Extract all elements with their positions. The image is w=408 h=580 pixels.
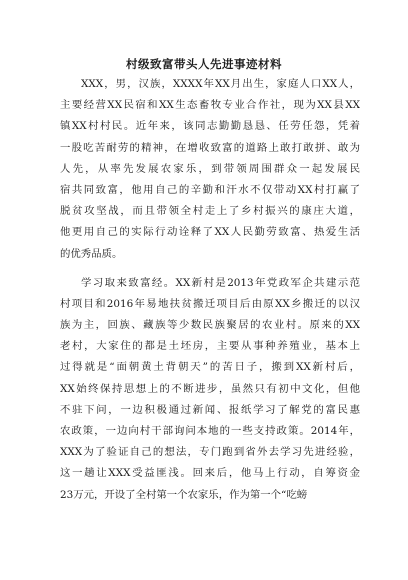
paragraph-2-line: 村项目和2016年易地扶贫搬迁项目后由原XX乡搬迁的以汉 xyxy=(60,297,360,310)
paragraph-2-line: 族为主，回族、藏族等少数民族聚居的农业村。原来的XX xyxy=(60,319,360,332)
paragraph-1-line: XXX，男，汉族，XXXX年XX月出生，家庭人口XX人， xyxy=(81,78,360,90)
paragraph-1-line: 脱贫攻坚战，而且带领全村走上了乡村振兴的康庄大道， xyxy=(60,205,360,218)
paragraph-2-line: 这一趟让XXX受益匪浅。回来后，他马上行动，自筹资金 xyxy=(60,467,360,480)
paragraph-2-line: XX始终保持思想上的不断进步，虽然只有初中文化，但他 xyxy=(60,382,360,395)
paragraph-1-line: 主要经营XX民宿和XX生态畜牧专业合作社，现为XX县XX xyxy=(60,99,360,112)
paragraph-gap xyxy=(60,265,360,273)
paragraph-2-line: 23万元，开设了全村第一个农家乐，作为第一个“吃螃 xyxy=(60,488,308,501)
paragraph-1-line: 宿共同致富，他用自己的辛勤和汗水不仅带动XX村打赢了 xyxy=(60,183,360,196)
paragraph-2 xyxy=(60,273,360,506)
paragraph-1-line: 一股吃苦耐劳的精神，在增收致富的道路上敢打敢拼、敢为 xyxy=(60,141,360,154)
paragraph-2-line: 农政策，一边向村干部询问本地的一些支持政策。2014年， xyxy=(60,425,360,437)
document-body xyxy=(60,74,360,506)
paragraph-2-line: 过得就是“面朝黄土背朝天”的苦日子，搬到XX新村后， xyxy=(60,361,360,374)
paragraph-2-line: 老村，大家住的都是土坯房，主要从事种养殖业，基本上 xyxy=(60,340,360,353)
paragraph-1-line: 人先，从率先发展农家乐，到带领周围群众一起发展民 xyxy=(60,162,360,175)
paragraph-2-line: XXX为了验证自己的想法，专门跑到省外去学习先进经验， xyxy=(60,446,360,459)
paragraph-1-line: 他更用自己的实际行动诠释了XX人民勤劳致富、热爱生活 xyxy=(60,226,360,239)
paragraph-1-line: 镇XX村村民。近年来，该同志勤勤恳恳、任劳任怨，凭着 xyxy=(60,120,360,133)
paragraph-1-line: 的优秀品质。 xyxy=(60,247,123,260)
paragraph-2-line: 学习取来致富经。XX新村是2013年党政军企共建示范 xyxy=(81,276,360,289)
paragraph-2-line: 不驻下问，一边积极通过新闻、报纸学习了解党的富民惠 xyxy=(60,403,360,416)
document-title: 村级致富带头人先进事迹材料 xyxy=(126,57,282,71)
paragraph-1 xyxy=(60,74,360,265)
